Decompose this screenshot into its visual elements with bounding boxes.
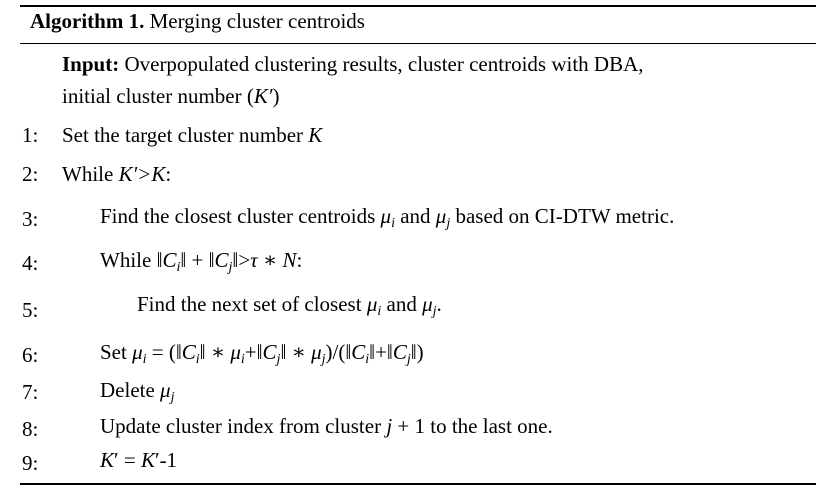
step-5: Find the next set of closest $\mu_i$ and $\mu_j$.	[137, 292, 442, 319]
step-3: Find the closest cluster centroids $\mu_i$ and $\mu_j$ based on CI-DTW metric.	[100, 204, 675, 231]
step-number-9: 9:	[22, 451, 39, 475]
bottom-rule	[20, 483, 816, 485]
step-9: K′ = K′-1	[100, 448, 178, 472]
step-number-3: 3:	[22, 207, 39, 231]
step-number-2: 2:	[22, 162, 39, 186]
algorithm-label: Algorithm 1.	[30, 9, 145, 33]
title-rule	[20, 43, 816, 44]
step-number-8: 8:	[22, 417, 39, 441]
step-number-7: 7:	[22, 380, 39, 404]
step-number-4: 4:	[22, 251, 39, 275]
step-number-1: 1:	[22, 123, 39, 147]
input-line-2: initial cluster number (K′)	[62, 84, 280, 108]
algorithm-box	[20, 0, 816, 489]
step-1: Set the target cluster number K	[62, 123, 323, 147]
algorithm-title	[30, 9, 365, 34]
top-rule	[20, 5, 816, 7]
step-number-6: 6:	[22, 343, 39, 367]
algorithm-name: Merging cluster centroids	[144, 9, 365, 33]
step-4: While $‖C_i‖$ + $‖C_j‖>\tau$ ∗ N:	[100, 248, 303, 275]
step-number-5: 5:	[22, 298, 39, 322]
step-2: While K′>K:	[62, 162, 172, 186]
input-line-1: Input: Overpopulated clustering results, cluster centroids with DBA,	[62, 52, 644, 76]
step-8: Update cluster index from cluster j + 1 to the last one.	[100, 414, 553, 438]
step-7: Delete $\mu_j$	[100, 378, 175, 405]
step-6: Set $\mu_i$ = ($‖C_i‖$ ∗ $\mu_i+‖C_j‖$ ∗ $\mu_j)/(‖C_i‖+‖C_j‖)$	[100, 340, 424, 367]
input-label: Input:	[62, 52, 120, 76]
